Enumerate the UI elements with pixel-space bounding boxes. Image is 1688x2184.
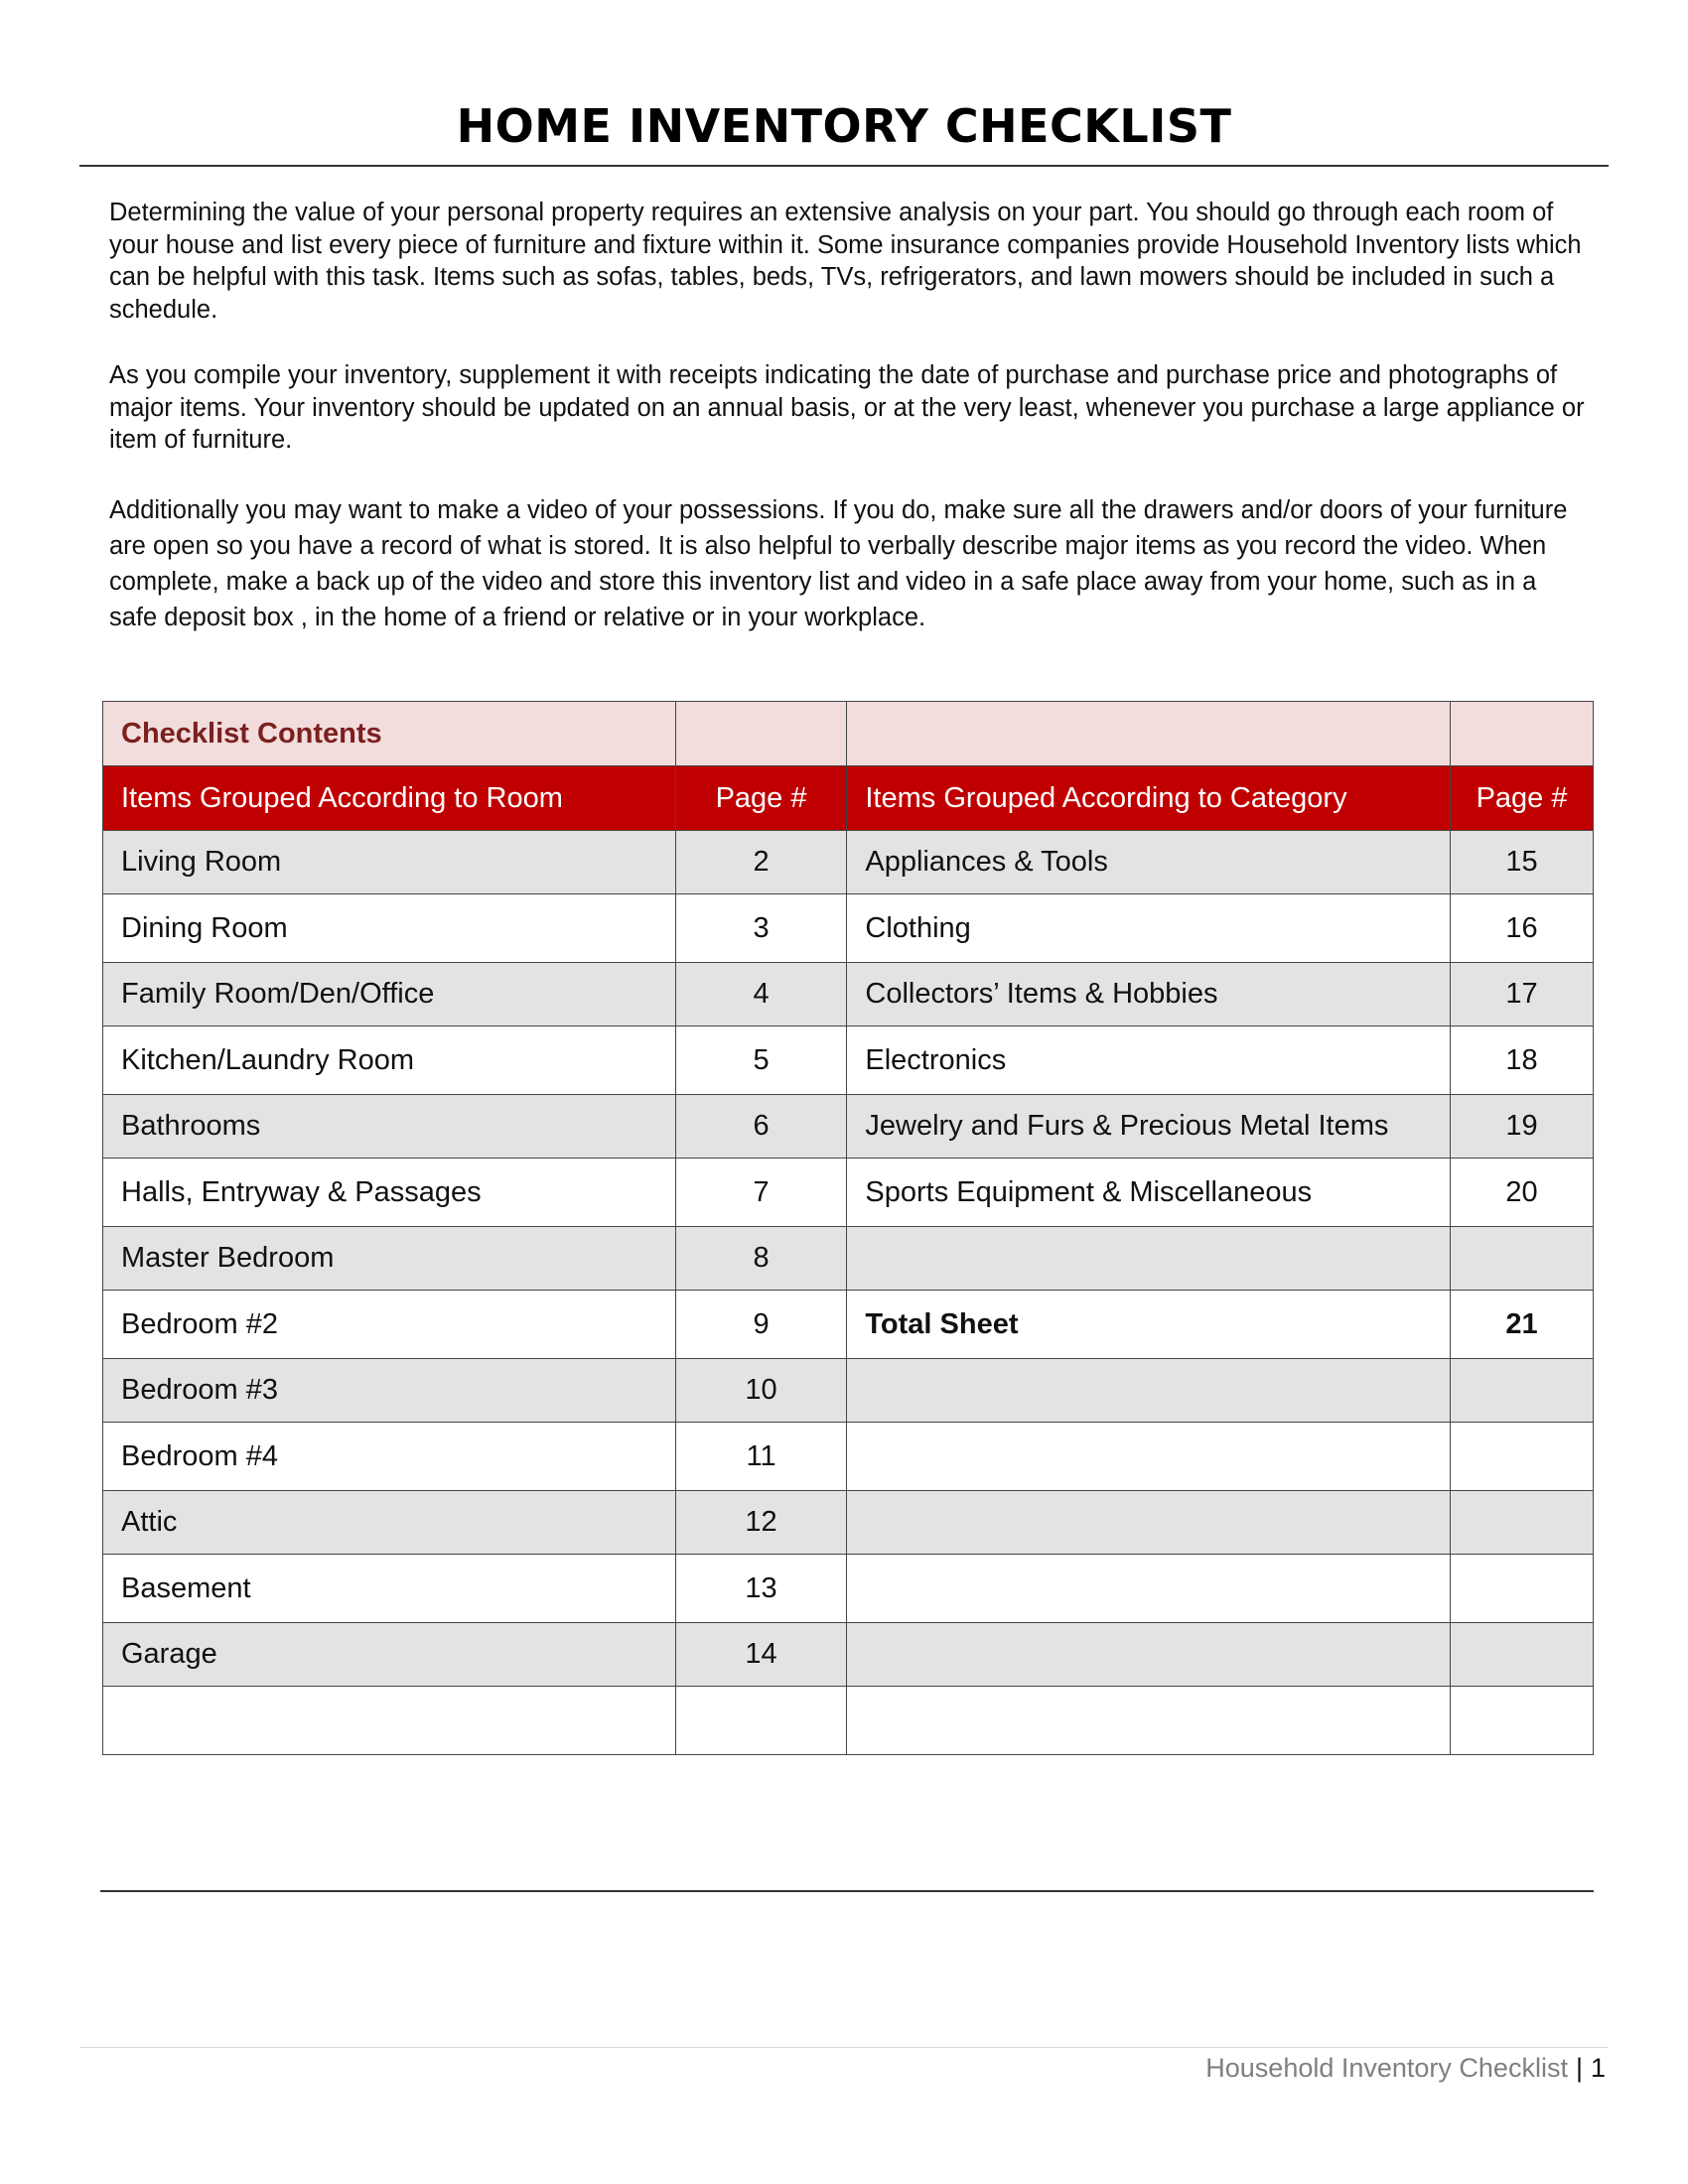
category-page (1451, 1227, 1594, 1291)
room-page: 8 (675, 1227, 847, 1291)
category-name (847, 1423, 1451, 1491)
table-row (103, 1491, 1594, 1555)
room-name: Bedroom #2 (103, 1291, 676, 1359)
category-page (1451, 1555, 1594, 1623)
table-row (103, 1623, 1594, 1687)
title-divider (79, 165, 1609, 167)
bottom-divider (100, 1890, 1594, 1892)
page-number: 1 (1590, 2053, 1606, 2083)
category-page-column-header: Page # (1451, 766, 1594, 831)
room-page: 14 (675, 1623, 847, 1687)
room-page: 4 (675, 963, 847, 1026)
intro-paragraph-3: Additionally you may want to make a video of your possessions. If you do, make sure all the drawers and/or doors of your furniture are open so you have a record of what is stored. It is also helpful to verbally describe major items as you record the video. When complete, make a back up of the video and store this inventory list and video in a safe place away from your home, such as in a safe deposit box , in the home of a friend or relative or in your workplace. (109, 496, 1568, 631)
intro-paragraph-1: Determining the value of your personal property requires an extensive analysis on your part. You should go through each room of your house and list every piece of furniture and fixture within it. Some insurance companies provide Household Inventory lists which can be helpful with this task. Items such as sofas, tables, beds, TVs, refrigerators, and lawn mowers should be included in such a schedule. (109, 199, 1582, 324)
category-name: Sports Equipment & Miscellaneous (847, 1159, 1451, 1227)
table-row (103, 1227, 1594, 1291)
category-page: 16 (1451, 894, 1594, 963)
room-page (675, 1687, 847, 1755)
room-name: Halls, Entryway & Passages (103, 1159, 676, 1227)
category-name (847, 1687, 1451, 1755)
total-sheet-label: Total Sheet (847, 1291, 1451, 1359)
category-page: 18 (1451, 1026, 1594, 1095)
table-row (103, 1026, 1594, 1095)
category-name: Appliances & Tools (847, 831, 1451, 894)
room-page: 7 (675, 1159, 847, 1227)
room-page: 2 (675, 831, 847, 894)
footer-divider (79, 2047, 1609, 2048)
room-name: Bedroom #3 (103, 1359, 676, 1423)
table-row (103, 1359, 1594, 1423)
room-page: 5 (675, 1026, 847, 1095)
table-row (103, 1159, 1594, 1227)
table-row (103, 831, 1594, 894)
category-name (847, 1555, 1451, 1623)
room-page: 12 (675, 1491, 847, 1555)
room-name (103, 1687, 676, 1755)
room-column-header: Items Grouped According to Room (103, 766, 676, 831)
room-page: 3 (675, 894, 847, 963)
room-name: Dining Room (103, 894, 676, 963)
room-name: Family Room/Den/Office (103, 963, 676, 1026)
room-name: Attic (103, 1491, 676, 1555)
category-page: 19 (1451, 1095, 1594, 1159)
room-page-column-header: Page # (675, 766, 847, 831)
category-name: Collectors’ Items & Hobbies (847, 963, 1451, 1026)
category-page (1451, 1491, 1594, 1555)
category-page (1451, 1423, 1594, 1491)
footer-separator: | (1575, 2053, 1583, 2083)
room-name: Bedroom #4 (103, 1423, 676, 1491)
room-page: 13 (675, 1555, 847, 1623)
room-name: Living Room (103, 831, 676, 894)
page-footer (1205, 2053, 1606, 2084)
contents-title-row (103, 702, 1594, 766)
empty-cell (675, 702, 847, 766)
category-name: Jewelry and Furs & Precious Metal Items (847, 1095, 1451, 1159)
table-row (103, 894, 1594, 963)
room-name: Kitchen/Laundry Room (103, 1026, 676, 1095)
checklist-contents-table (102, 701, 1594, 1755)
category-name (847, 1491, 1451, 1555)
empty-cell (847, 702, 1451, 766)
table-row (103, 963, 1594, 1026)
category-page: 20 (1451, 1159, 1594, 1227)
category-page (1451, 1687, 1594, 1755)
room-page: 10 (675, 1359, 847, 1423)
room-page: 11 (675, 1423, 847, 1491)
room-page: 9 (675, 1291, 847, 1359)
contents-title: Checklist Contents (103, 702, 676, 766)
footer-text: Household Inventory Checklist (1205, 2053, 1568, 2083)
total-sheet-page: 21 (1451, 1291, 1594, 1359)
table-row (103, 1423, 1594, 1491)
contents-header-row (103, 766, 1594, 831)
category-name (847, 1227, 1451, 1291)
room-name: Garage (103, 1623, 676, 1687)
table-row (103, 1095, 1594, 1159)
category-name (847, 1623, 1451, 1687)
room-page: 6 (675, 1095, 847, 1159)
table-row (103, 1687, 1594, 1755)
category-name (847, 1359, 1451, 1423)
intro-paragraph-2: As you compile your inventory, supplement it with receipts indicating the date of purchase and purchase price and photographs of major items. Your inventory should be updated on an annual basis, or at the very least, whenever you purchase a large appliance or item of furniture. (109, 361, 1585, 454)
table-row (103, 1291, 1594, 1359)
category-page: 15 (1451, 831, 1594, 894)
page-title: HOME INVENTORY CHECKLIST (456, 99, 1232, 153)
category-page (1451, 1359, 1594, 1423)
category-column-header: Items Grouped According to Category (847, 766, 1451, 831)
empty-cell (1451, 702, 1594, 766)
room-name: Master Bedroom (103, 1227, 676, 1291)
room-name: Basement (103, 1555, 676, 1623)
category-name: Clothing (847, 894, 1451, 963)
room-name: Bathrooms (103, 1095, 676, 1159)
category-name: Electronics (847, 1026, 1451, 1095)
category-page (1451, 1623, 1594, 1687)
category-page: 17 (1451, 963, 1594, 1026)
table-row (103, 1555, 1594, 1623)
